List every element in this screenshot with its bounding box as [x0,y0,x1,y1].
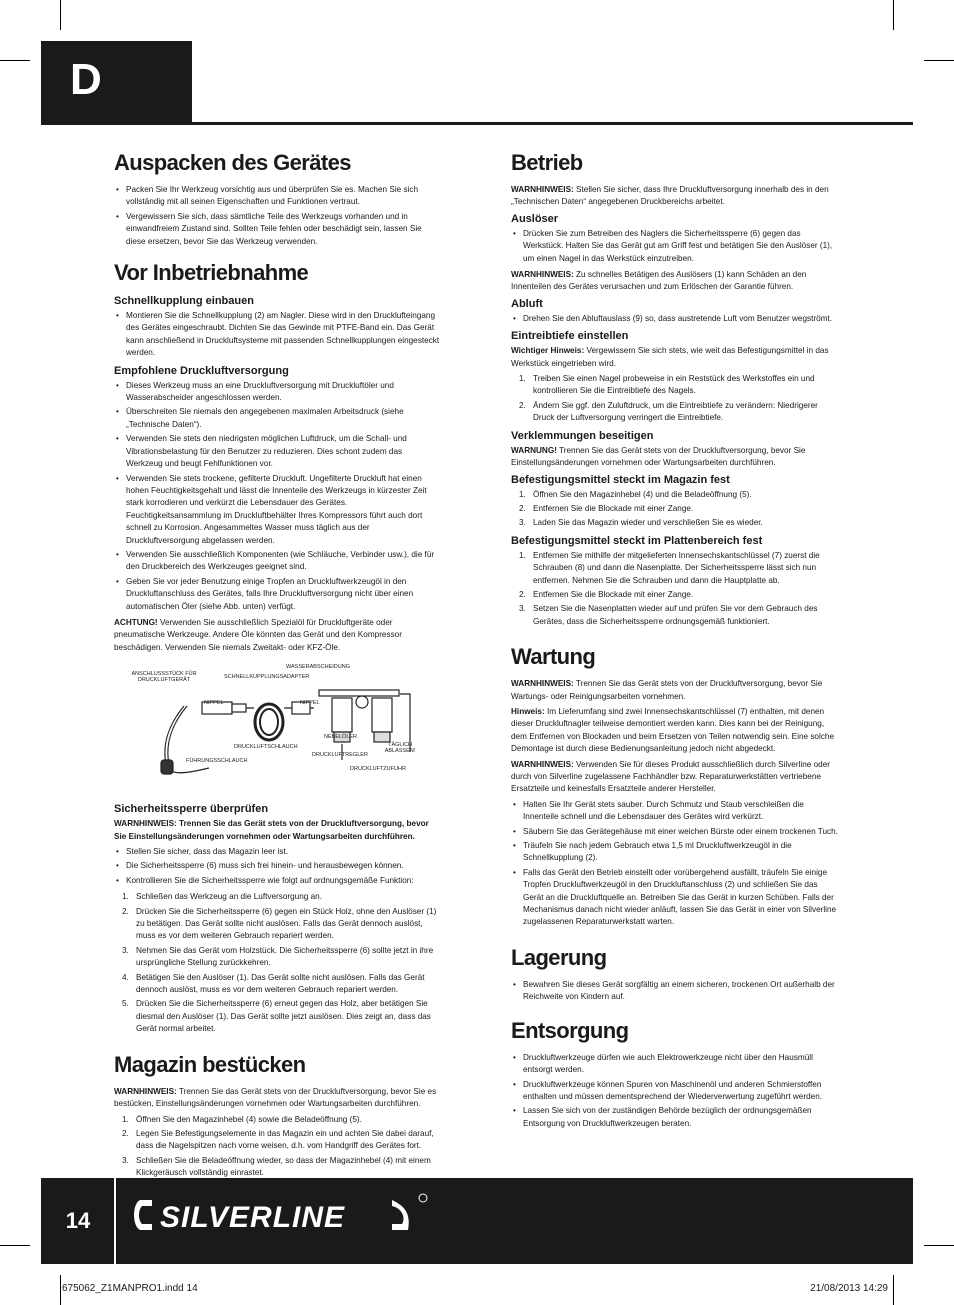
bullet-list [114,846,440,887]
crop-mark [0,60,30,61]
list-item: • Geben Sie vor jeder Benutzung einige Tropfen an Druckluftwerkzeugöl in den Druckluftanschluss des Gerätes, falls Ihre Druckluftversorgung nicht über einen automatischen Öler (siehe Abb. unten) verfügt. [114,576,440,613]
list-item: 1. Öffnen Sie den Magazinhebel (4) sowie die Beladeöffnung (5). [122,1114,362,1124]
silverline-logo-graphic [130,1190,430,1240]
list-item: • Halten Sie Ihr Gerät stets sauber. Durch Schmutz und Staub verschleißen die Innenteile schnell und die Lebensdauer des Gerätes wird verkürzt. [511,799,839,824]
section-title: Lagerung [511,944,607,970]
bullet-list [511,979,839,1004]
warning-paragraph: WARNUNG! Trennen Sie das Gerät stets von der Druckluftversorgung, bevor Sie Einstellungsänderungen vornehmen oder Wartungsarbeiten durchführen. [511,445,806,468]
list-item: • Stellen Sie sicher, dass das Magazin leer ist. [114,846,440,858]
crop-mark [60,0,61,30]
list-item: 3. Nehmen Sie das Gerät vom Holzstück. Die Sicherheitssperre (6) sollte jetzt in ihre ursprüngliche Stellung zurückkehren. [122,945,434,968]
bullet-list [114,310,440,360]
list-item: 4. Betätigen Sie den Auslöser (1). Das Gerät sollte nicht auslösen. Falls das Gerät dennoch auslöst, muss es vor dem weiteren Gebrauch repariert werden. [122,972,425,995]
label-anschluss: ANSCHLUSSSTÜCK FÜR DRUCKLUFTGERÄT [131,671,197,684]
warning-paragraph: WARNHINWEIS: Trennen Sie das Gerät stets von der Druckluftversorgung, bevor Sie es bestücken, Einstellungsänderungen vornehmen oder Wartungsarbeiten durchführen. [114,1086,437,1109]
header-rule [41,122,913,125]
file-info: 675062_Z1MANPRO1.indd 14 [62,1283,198,1294]
list-item: • Bewahren Sie dieses Gerät sorgfältig an einem sicheren, trockenen Ort außerhalb der Reichweite von Kindern auf. [511,979,839,1004]
bullet-list [114,184,440,248]
list-item: • Dieses Werkzeug muss an eine Druckluftversorgung mit Druckluftöler und Wasserabscheider angeschlossen werden. [114,380,440,405]
warning-paragraph [114,617,440,654]
list-item: • Falls das Gerät den Betrieb einstellt oder vorübergehend ausfällt, träufeln Sie einige Tropfen Druckluftwerkzeugöl in den Druckluftanschluss (2) und schließen Sie das Gerät an die Druckluftquelle an. Betreiben Sie das Gerät in kurzen Schüben. Falls der Mechanismus danach nicht wieder anläuft, lassen Sie das Gerät in einer von Silverline zugelassenen Reparaturwerkstatt warten. [511,867,839,929]
section-title: Auspacken des Gerätes [114,150,351,175]
crop-mark [893,1275,894,1305]
subheading: Befestigungsmittel steckt im Plattenbereich fest [511,534,763,547]
silverline-logo [130,1190,430,1245]
list-item: • Säubern Sie das Gerätegehäuse mit einer weichen Bürste oder einem trockenen Tuch. [511,826,839,838]
section-title: Magazin bestücken [114,1051,306,1077]
list-item: 3. Schließen Sie die Beladeöffnung wieder, so dass der Magazinhebel (4) mit einem Klickgeräusch vollständig einrastet. [122,1155,431,1178]
list-item: • Verwenden Sie ausschließlich Komponenten (wie Schläuche, Verbinder usw.), die für den Druckbereich des Werkzeuges geeignet sind. [114,549,440,574]
list-item: • Drehen Sie den Abluftauslass (9) so, dass austretende Luft vom Benutzer wegströmt. [511,313,839,325]
list-item: • Die Sicherheitssperre (6) muss sich frei hinein- und herausbewegen können. [114,860,440,872]
list-item: • Lassen Sie sich von der zuständigen Behörde bezüglich der ordnungsgemäßen Entsorgung von Druckluftwerkzeugen beraten. [511,1105,839,1130]
subheading: Verklemmungen beseitigen [511,429,654,442]
print-date: 21/08/2013 14:29 [810,1283,888,1294]
numbered-list [511,550,839,628]
list-item: 2. Legen Sie Befestigungselemente in das Magazin ein und achten Sie dabei darauf, dass die Nagelspitzen nach vorne weisen, d.h. vom Handgriff des Gerätes fort. [122,1128,434,1151]
list-item: • Überschreiten Sie niemals den angegebenen maximalen Arbeitsdruck (siehe „Technische Daten“). [114,406,440,431]
label-zufuhr: DRUCKLUFTZUFUHR [350,766,406,773]
crop-mark [893,0,894,30]
section-title: Wartung [511,644,596,670]
list-item: 2. Drücken Sie die Sicherheitssperre (6) gegen ein Stück Holz, ohne den Auslöser (1) zu betätigen. Das Gerät sollte nicht auslösen. Falls das Gerät dennoch auslöst, muss es vor dem weiteren Gebrauch repariert werden. [122,906,437,941]
list-item: 1. Öffnen Sie den Magazinhebel (4) und die Beladeöffnung (5). [519,489,752,499]
section-title: Entsorgung [511,1017,629,1043]
label-nippel-1: NIPPEL [204,700,224,707]
label-nippel-2: NIPPEL [300,700,320,707]
note-paragraph: Wichtiger Hinweis: Vergewissern Sie sich stets, wie weit das Befestigungsmittel in das Werkstück eingetrieben wird. [511,346,829,368]
subheading: Sicherheitssperre überprüfen [114,803,269,816]
subheading: Auslöser [511,212,559,225]
list-item: 2. Ändern Sie ggf. den Zuluftdruck, um die Eintreibtiefe zu verändern: Niedrigerer Druck der Luftversorgung verringert die Eintreibtiefe. [519,400,818,423]
list-item: • Packen Sie Ihr Werkzeug vorsichtig aus und überprüfen Sie es. Machen Sie sich vollständig mit all seinen Eigenschaften und Funktionen vertraut. [114,184,440,209]
section-title: Betrieb [511,150,583,175]
numbered-list [114,891,440,1035]
list-item: • Druckluftwerkzeuge dürfen wie auch Elektrowerkzeuge nicht über den Hausmüll entsorgt werden. [511,1052,839,1077]
svg-text:SILVERLINE: SILVERLINE [160,1201,346,1234]
subheading: Abluft [511,297,543,310]
label-wasserabscheidung: WASSERABSCHEIDUNG [286,664,350,671]
crop-mark [60,1275,61,1305]
warning-label: ACHTUNG! [114,617,158,627]
list-item: 3. Setzen Sie die Nasenplatten wieder auf und prüfen Sie vor dem Gebrauch des Gerätes, dass die Sicherheitssperre ordnungsgemäß funktioniert. [519,604,818,626]
label-druckluftschlauch: DRUCKLUFTSCHLAUCH [234,744,298,751]
numbered-list [511,373,839,425]
page-number: 14 [65,1208,91,1233]
list-item: • Kontrollieren Sie die Sicherheitssperre wie folgt auf ordnungsgemäße Funktion: [114,875,440,887]
bullet-list [511,1052,839,1130]
warning-text: Verwenden Sie ausschließlich Spezialöl für Druckluftgeräte oder pneumatische Werkzeuge. Andere Öle könnten das Gerät und den Kompressor beschädigen. Verwenden Sie niemals Zweitakt- oder KFZ-Öle. [114,617,402,652]
section-title: Vor Inbetriebnahme [114,260,309,286]
language-letter: D [70,55,102,104]
label-nebeloeler: NEBELÖLER [324,734,358,741]
numbered-list [511,489,839,530]
list-item: 3. Laden Sie das Magazin wieder und verschließen Sie es wieder. [519,518,763,528]
subheading: Eintreibtiefe einstellen [511,330,629,343]
air-supply-illustration [114,664,434,794]
label-schnellkupplung: SCHNELLKUPPLUNGSADAPTER [224,674,310,681]
warning-paragraph: WARNHINWEIS: Trennen Sie das Gerät stets von der Druckluftversorgung, bevor Sie Einstellungsänderungen vornehmen oder Wartungsarbeiten durchführen. [114,819,429,841]
list-item: 5. Drücken Sie die Sicherheitssperre (6) erneut gegen das Holz, aber betätigen Sie diesmal den Auslöser (1). Das Gerät sollte jetzt auslösen. Dies zeigt an, dass das Gerät normal arbeitet. [122,999,431,1034]
bullet-list [511,799,839,929]
bullet-list [511,228,839,265]
list-item: • Verwenden Sie stets den niedrigsten möglichen Luftdruck, um die Schall- und Vibrationsbelastung für den Benutzer zu reduzieren. Dies schont zudem das Werkzeug und beugt Fehlfunktionen vor. [114,433,440,470]
list-item: 1. Treiben Sie einen Nagel probeweise in ein Reststück des Werkstoffes ein und kontrollieren Sie die Eintreibtiefe des Nagels. [519,374,815,396]
bullet-list [511,313,839,325]
crop-mark [924,1245,954,1246]
subheading: Befestigungsmittel steckt im Magazin fest [511,473,730,486]
air-supply-diagram [114,664,434,794]
footer-divider [114,1178,116,1264]
label-fuehrung: FÜHRUNGSSCHLAUCH [186,758,248,765]
subheading: Schnellkupplung einbauen [114,295,254,308]
subheading: Empfohlene Druckluftversorgung [114,364,289,377]
crop-mark [0,1245,30,1246]
warning-paragraph: WARNHINWEIS: Zu schnelles Betätigen des Auslösers (1) kann Schäden an den Innenteilen des Gerätes verursachen und zum Erlöschen der Garantie führen. [511,270,807,292]
bullet-list [114,380,440,613]
left-column [114,150,440,1184]
label-druckluftregler: DRUCKLUFTREGLER [312,752,368,759]
list-item: • Vergewissern Sie sich, dass sämtliche Teile des Werkzeugs vorhanden und in einwandfreiem Zustand sind. Sollten Teile fehlen oder beschädigt sein, lassen Sie diese ersetzen, bevor Sie das Werkzeug verwenden. [114,211,440,248]
list-item: • Montieren Sie die Schnellkupplung (2) am Nagler. Diese wird in den Drucklufteingang des Gerätes eingeschraubt. Dichten Sie das Gewinde mit PTFE-Band ein. Das Gerät kann anschließend in Druckluftsysteme mit passenden Schnellkupplungen eingesteckt werden. [114,310,440,360]
list-item: • Druckluftwerkzeuge können Spuren von Maschinenöl und anderen Schmierstoffen enthalten und müssen dementsprechend der Wiederverwertung zugeführt werden. [511,1079,839,1104]
warning-paragraph: WARNHINWEIS: Stellen Sie sicher, dass Ihre Druckluftversorgung innerhalb des in den „Technischen Daten“ angegebenen Druckbereichs arbeitet. [511,185,829,207]
note-paragraph: Hinweis: Im Lieferumfang sind zwei Innensechskantschlüssel (7) enthalten, mit denen dieser Druckluftnagler teilweise demontiert werden kann. Dies kann bei der Reinigung, dem Entfernen von Blockaden und beim Ersetzen von Teilen notwendig sein. Eine solche Demontage ist durch diese Bedienungsanleitung jedoch nicht abgedeckt. [511,706,835,754]
list-item: • Drücken Sie zum Betreiben des Naglers die Sicherheitssperre (6) gegen das Werkstück. Halten Sie das Gerät gut am Griff fest und betätigen Sie den Auslöser (1), um einen Nagel in das Werkstück einzutreiben. [511,228,839,265]
language-tab [41,41,192,123]
warning-paragraph: WARNHINWEIS: Verwenden Sie für dieses Produkt ausschließlich durch Silverline oder durch von Silverline zugelassene Fachhändler bzw. Reparaturwerkstätten vertriebene Ersatzteile und keinesfalls Ersatzteile anderer Hersteller. [511,759,830,794]
warning-paragraph: WARNHINWEIS: Trennen Sie das Gerät stets von der Druckluftversorgung, bevor Sie Wartungs- oder Reinigungsarbeiten vornehmen. [511,679,823,701]
list-item: 1. Entfernen Sie mithilfe der mitgelieferten Innensechskantschlüssel (7) zuerst die Schrauben (8) und dann die Nasenplatte. Der Sicherheitssperre lässt sich nun entfernen. Nehmen Sie die Schrauben und dann die Hauptplatte ab. [519,550,820,585]
right-column [511,150,839,1134]
list-item: 2. Entfernen Sie die Blockade mit einer Zange. [519,589,694,599]
label-taeglich: TÄGLICH ABLASSEN! [384,742,416,755]
list-item: 1. Schließen das Werkzeug an die Luftversorgung an. [122,892,322,902]
list-item: 2. Entfernen Sie die Blockade mit einer Zange. [519,503,694,513]
list-item: • Verwenden Sie stets trockene, gefilterte Druckluft. Ungefilterte Druckluft hat einen hohen Feuchtigkeitsgehalt und lässt die Innenteile des Werkzeugs in kürzester Zeit stark korrodieren und verkürzt die Lebensdauer des Gerätes. Feuchtigkeitsansammlung im Druckluftbehälter Ihres Kompressors führt auch dort schnell zu Korrosion. Angesammeltes Wasser muss täglich aus der Druckluftversorgung abgelassen werden. [114,473,440,547]
list-item: • Träufeln Sie nach jedem Gebrauch etwa 1,5 ml Druckluftwerkzeugöl in die Schnellkupplung (2). [511,840,839,865]
crop-mark [924,60,954,61]
numbered-list [114,1114,440,1180]
